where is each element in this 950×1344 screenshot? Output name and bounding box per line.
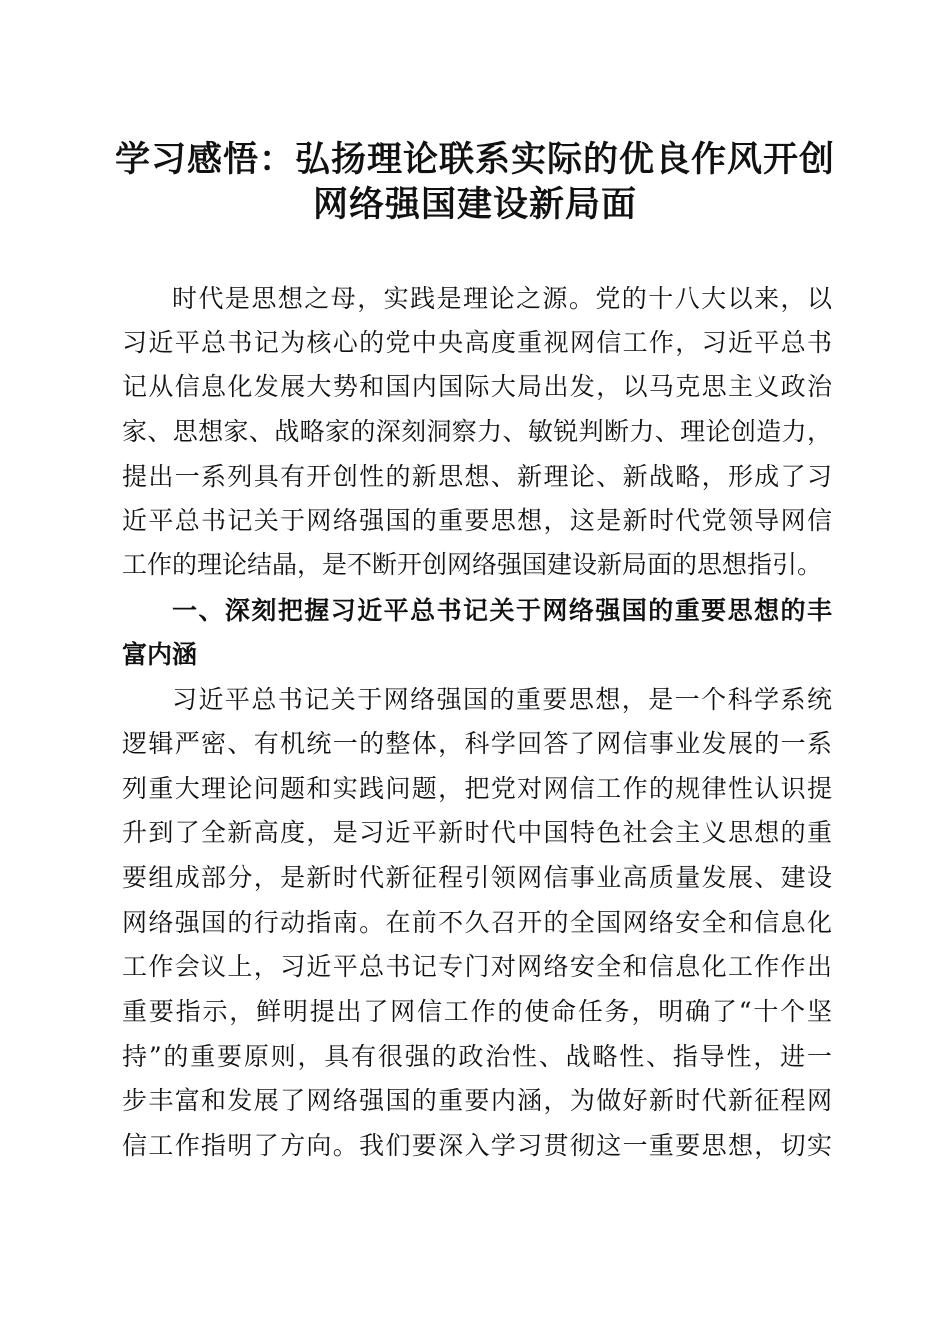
paragraph-2-line: 步丰富和发展了网络强国的重要内涵，为做好新时代新征程网 bbox=[122, 1086, 832, 1115]
paragraph-2-line: 工作会议上，习近平总书记专门对网络安全和信息化工作作出 bbox=[122, 952, 832, 981]
document-title-line-2: 网络强国建设新局面 bbox=[312, 184, 637, 225]
paragraph-2-line: 网络强国的行动指南。在前不久召开的全国网络安全和信息化 bbox=[122, 908, 832, 937]
paragraph-1-line: 习近平总书记为核心的党中央高度重视网信工作，习近平总书 bbox=[122, 328, 832, 357]
paragraph-2-line: 习近平总书记关于网络强国的重要思想，是一个科学系统 bbox=[172, 685, 832, 714]
section-1-heading-line: 一、深刻把握习近平总书记关于网络强国的重要思想的丰 bbox=[172, 596, 832, 625]
paragraph-1-line: 提出一系列具有开创性的新思想、新理论、新战略，形成了习 bbox=[122, 462, 832, 491]
paragraph-2-line: 升到了全新高度，是习近平新时代中国特色社会主义思想的重 bbox=[122, 818, 832, 847]
paragraph-2-line: 持”的重要原则，具有很强的政治性、战略性、指导性，进一 bbox=[122, 1042, 832, 1071]
paragraph-1-line: 记从信息化发展大势和国内国际大局出发，以马克思主义政治 bbox=[122, 372, 832, 401]
paragraph-2-line: 列重大理论问题和实践问题，把党对网信工作的规律性认识提 bbox=[122, 774, 832, 803]
paragraph-2-line: 重要指示，鲜明提出了网信工作的使命任务，明确了“十个坚 bbox=[122, 997, 832, 1026]
document-title-line-1: 学习感悟：弘扬理论联系实际的优良作风开创 bbox=[114, 139, 835, 180]
paragraph-1-line: 时代是思想之母，实践是理论之源。党的十八大以来，以 bbox=[172, 284, 832, 313]
section-1-heading-line: 富内涵 bbox=[122, 640, 198, 669]
paragraph-2-line: 逻辑严密、有机统一的整体，科学回答了网信事业发展的一系 bbox=[122, 729, 832, 758]
paragraph-2-line: 要组成部分，是新时代新征程引领网信事业高质量发展、建设 bbox=[122, 863, 832, 892]
paragraph-1-line: 近平总书记关于网络强国的重要思想，这是新时代党领导网信 bbox=[122, 506, 832, 535]
paragraph-1-line: 工作的理论结晶，是不断开创网络强国建设新局面的思想指引。 bbox=[122, 550, 823, 579]
paragraph-1-line: 家、思想家、战略家的深刻洞察力、敏锐判断力、理论创造力， bbox=[122, 417, 832, 446]
paragraph-2-line: 信工作指明了方向。我们要深入学习贯彻这一重要思想，切实 bbox=[122, 1131, 832, 1160]
